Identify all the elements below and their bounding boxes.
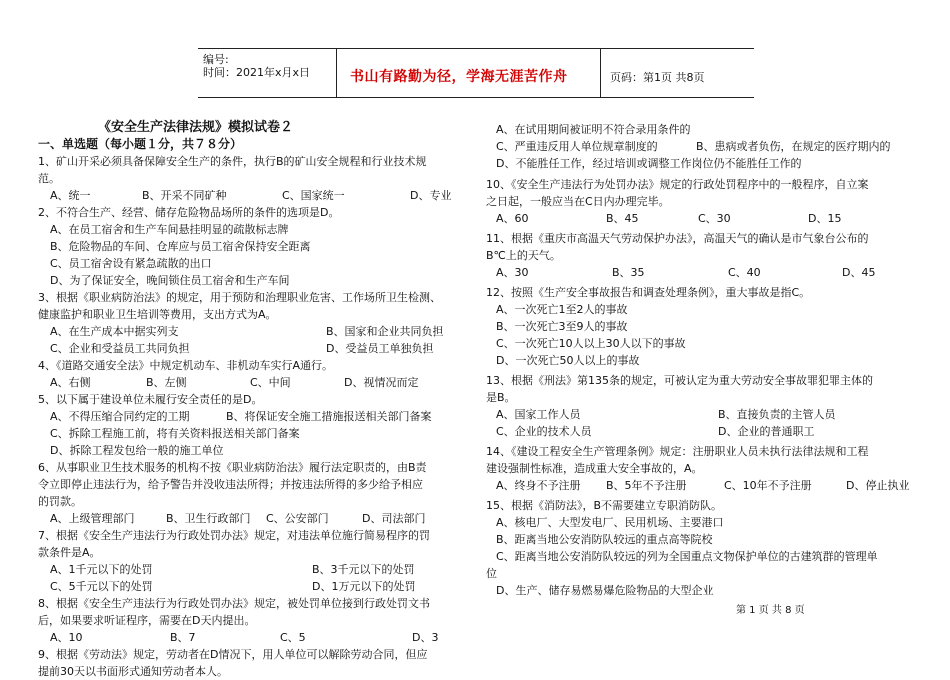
option-a: A、30 (496, 266, 529, 279)
question-9-line1: 9、根据《劳动法》规定，劳动者在D情况下，用人单位可以解除劳动合同，但应 (38, 648, 428, 661)
question-5: 5、以下属于建设单位未履行安全责任的是D。 (38, 393, 263, 406)
option-c: C、5 (280, 631, 306, 644)
option-c: C、严重违反用人单位规章制度的 (496, 140, 658, 153)
option-a: A、上级管理部门 (50, 512, 135, 525)
question-3-options-row2 (38, 340, 468, 357)
question-13-options-row2 (486, 423, 926, 440)
option-a: A、10 (50, 631, 83, 644)
question-2-option-a: A、在员工宿舍和生产车间悬挂明显的疏散标志牌 (50, 223, 289, 236)
question-6-line3: 的罚款。 (38, 495, 82, 508)
option-d: D、3 (412, 631, 439, 644)
option-b: B、5年不予注册 (606, 479, 687, 492)
question-15: 15、根据《消防法》，B不需要建立专职消防队。 (486, 499, 723, 512)
question-9-option-a: A、在试用期间被证明不符合录用条件的 (496, 123, 691, 136)
option-d: D、停止执业 (846, 479, 910, 492)
question-12-option-a: A、一次死亡1至2人的事故 (496, 303, 628, 316)
question-13-line1: 13、根据《刑法》第135条的规定，可被认定为重大劳动安全事故罪犯罪主体的 (486, 374, 873, 387)
option-d: D、45 (842, 266, 876, 279)
question-15-option-c-cont: 位 (486, 567, 497, 580)
option-c: C、40 (728, 266, 761, 279)
question-10-line2: 之日起，一般应当在C日内办理完毕。 (486, 195, 670, 208)
question-2-option-c: C、员工宿舍设有紧急疏散的出口 (50, 257, 212, 270)
header-bottom-line (198, 97, 754, 98)
option-b: B、直接负责的主管人员 (718, 408, 836, 421)
question-9-options-row2 (486, 138, 926, 155)
question-11-options (486, 264, 926, 281)
question-3-line1: 3、根据《职业病防治法》的规定，用于预防和治理职业危害、工作场所卫生检测、 (38, 291, 441, 304)
header-top-line (198, 48, 754, 49)
question-1-options (38, 187, 468, 204)
question-3-line2: 健康监护和职业卫生培训等费用，支出方式为A。 (38, 308, 277, 321)
question-10-options (486, 210, 926, 227)
question-14-line2: 建设强制性标准，造成重大安全事故的，A。 (486, 462, 703, 475)
option-c: C、企业的技术人员 (496, 425, 592, 438)
question-7-line2: 款条件是A。 (38, 546, 101, 559)
option-a: A、不得压缩合同约定的工期 (50, 410, 190, 423)
doc-code-label: 编号: (203, 53, 229, 66)
option-c: C、5千元以下的处罚 (50, 580, 153, 593)
option-c: C、国家统一 (282, 189, 345, 202)
option-c: C、10年不予注册 (724, 479, 812, 492)
question-8-options (38, 629, 468, 646)
option-c: C、30 (698, 212, 731, 225)
question-15-option-a: A、核电厂、大型发电厂、民用机场、主要港口 (496, 516, 724, 529)
option-d: D、司法部门 (362, 512, 426, 525)
option-b: B、左侧 (146, 376, 187, 389)
right-column (486, 121, 926, 599)
question-11-line2: B℃上的天气。 (486, 249, 561, 262)
question-6-options (38, 510, 468, 527)
option-b: B、45 (606, 212, 639, 225)
option-a: A、1千元以下的处罚 (50, 563, 153, 576)
question-6-line1: 6、从事职业卫生技术服务的机构不按《职业病防治法》履行法定职责的，由B责 (38, 461, 427, 474)
option-d: D、专业 (410, 189, 452, 202)
option-b: B、将保证安全施工措施报送相关部门备案 (226, 410, 432, 423)
option-c: C、企业和受益员工共同负担 (50, 342, 190, 355)
question-15-option-d: D、生产、储存易燃易爆危险物品的大型企业 (496, 584, 714, 597)
question-7-line1: 7、根据《安全生产违法行为行政处罚办法》规定，对违法单位施行简易程序的罚 (38, 529, 430, 542)
page-label: 页码：第1页 共8页 (610, 71, 705, 84)
option-b: B、7 (170, 631, 196, 644)
option-d: D、受益员工单独负担 (326, 342, 434, 355)
question-12-option-c: C、一次死亡10人以上30人以下的事故 (496, 337, 686, 350)
option-d: D、1万元以下的处罚 (312, 580, 416, 593)
option-b: B、开采不同矿种 (142, 189, 227, 202)
question-4-options (38, 374, 468, 391)
header-divider-left (336, 48, 337, 97)
question-1-line1: 1、矿山开采必须具备保障安全生产的条件，执行B的矿山安全规程和行业技术规 (38, 155, 427, 168)
question-5-option-c: C、拆除工程施工前，将有关资料报送相关部门备案 (50, 427, 300, 440)
question-8-line1: 8、根据《安全生产违法行为行政处罚办法》规定，被处罚单位接到行政处罚文书 (38, 597, 430, 610)
option-a: A、终身不予注册 (496, 479, 581, 492)
exam-title: 《安全生产法律法规》模拟试卷２ (98, 120, 294, 135)
question-2: 2、不符合生产、经营、储存危险物品场所的条件的选项是D。 (38, 206, 340, 219)
question-6-line2: 令立即停止违法行为，给予警告并没收违法所得；并按违法所得的多少给予相应 (38, 478, 423, 491)
question-5-options-row1 (38, 408, 468, 425)
option-b: B、3千元以下的处罚 (312, 563, 415, 576)
question-1-line2: 范。 (38, 172, 60, 185)
left-column (38, 119, 468, 680)
question-14-options (486, 477, 926, 494)
question-12-option-b: B、一次死亡3至9人的事故 (496, 320, 628, 333)
question-3-options-row1 (38, 323, 468, 340)
option-a: A、60 (496, 212, 529, 225)
option-c: C、公安部门 (266, 512, 329, 525)
question-14-line1: 14、《建设工程安全生产管理条例》规定：注册职业人员未执行法律法规和工程 (486, 445, 869, 458)
section-title: 一、单选题（每小题１分，共７８分） (38, 137, 243, 151)
option-d: D、视情况而定 (344, 376, 419, 389)
option-b: B、患病或者负伤，在规定的医疗期内的 (696, 140, 891, 153)
question-9-option-d: D、不能胜任工作，经过培训或调整工作岗位仍不能胜任工作的 (496, 157, 802, 170)
question-8-line2: 后，如果要求听证程序，需要在D天内提出。 (38, 614, 256, 627)
question-5-option-d: D、拆除工程发包给一般的施工单位 (50, 444, 224, 457)
option-a: A、统一 (50, 189, 91, 202)
footer-page-number: 第 1 页 共 8 页 (736, 605, 805, 616)
question-12-option-d: D、一次死亡50人以上的事故 (496, 354, 640, 367)
question-12: 12、按照《生产安全事故报告和调查处理条例》，重大事故是指C。 (486, 286, 811, 299)
option-c: C、中间 (250, 376, 291, 389)
option-a: A、右侧 (50, 376, 91, 389)
question-7-options-row1 (38, 561, 468, 578)
question-4: 4、《道路交通安全法》中规定机动车、非机动车实行A通行。 (38, 359, 334, 372)
option-d: D、15 (808, 212, 842, 225)
option-b: B、国家和企业共同负担 (326, 325, 444, 338)
option-a: A、国家工作人员 (496, 408, 581, 421)
option-a: A、在生产成本中据实列支 (50, 325, 179, 338)
question-10-line1: 10、《安全生产违法行为处罚办法》规定的行政处罚程序中的一般程序，自立案 (486, 178, 869, 191)
question-11-line1: 11、根据《重庆市高温天气劳动保护办法》，高温天气的确认是市气象台公布的 (486, 232, 869, 245)
question-7-options-row2 (38, 578, 468, 595)
question-15-option-b: B、距离当地公安消防队较远的重点高等院校 (496, 533, 713, 546)
option-d: D、企业的普通职工 (718, 425, 815, 438)
question-13-line2: 是B。 (486, 391, 516, 404)
option-b: B、35 (612, 266, 645, 279)
question-2-option-d: D、为了保证安全，晚间锁住员工宿舍和生产车间 (50, 274, 290, 287)
header-divider-right (600, 48, 601, 97)
question-15-option-c: C、距离当地公安消防队较远的列为全国重点文物保护单位的古建筑群的管理单 (496, 550, 878, 563)
question-13-options-row1 (486, 406, 926, 423)
question-2-option-b: B、危险物品的车间、仓库应与员工宿舍保持安全距离 (50, 240, 311, 253)
motto: 书山有路勤为径，学海无涯苦作舟 (350, 69, 568, 85)
option-b: B、卫生行政部门 (166, 512, 251, 525)
question-9-line2: 提前30天以书面形式通知劳动者本人。 (38, 665, 228, 678)
doc-time-label: 时间：2021年x月x日 (203, 66, 311, 79)
